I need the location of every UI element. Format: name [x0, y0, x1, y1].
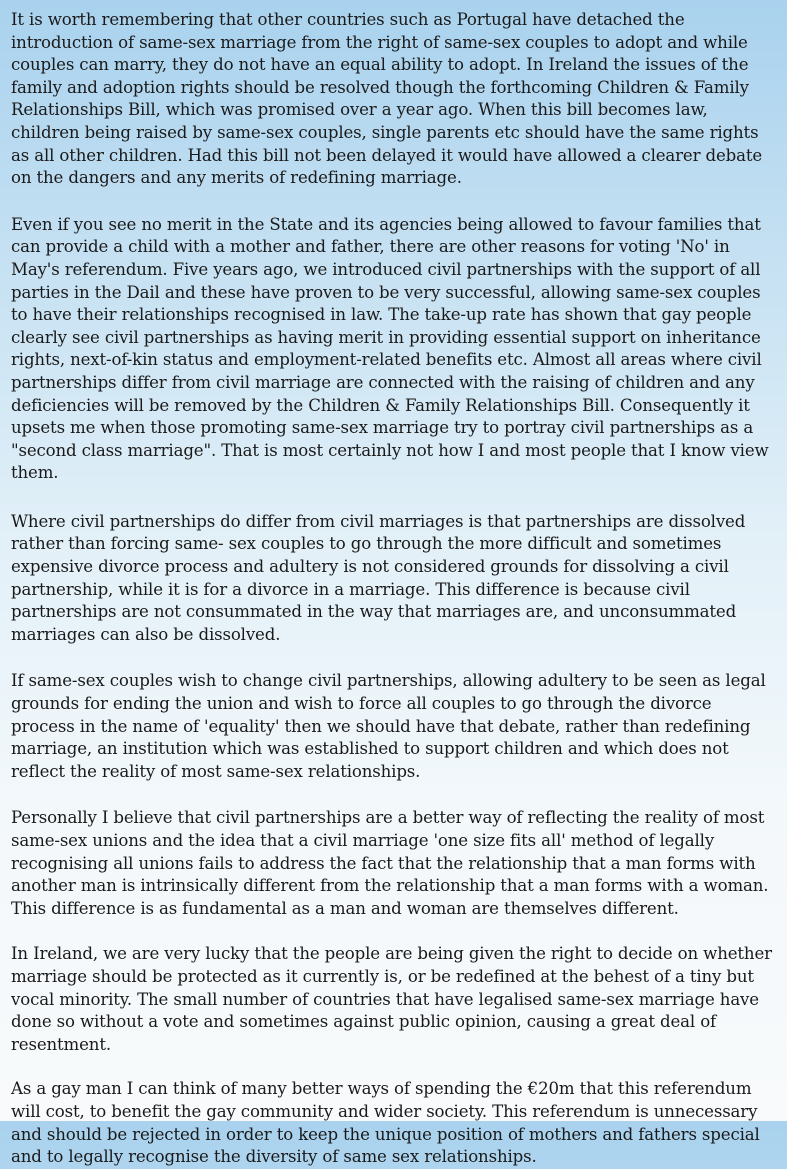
paragraph-ireland-vote: In Ireland, we are very lucky that the people are being given the right to decide on whether marriage should be protected as it currently is, or be redefined at the behest of a tiny but vocal minority. The small number of countries that have legalised same-sex marriage have done so without a vote and sometimes against public opinion, causing a great deal of resentment. — [11, 944, 772, 1054]
paragraph-change-partnerships: If same-sex couples wish to change civil partnerships, allowing adultery to be seen as legal grounds for ending the union and wish to force all couples to go through the divorce process in the name of 'equality' then we should have that debate, rather than redefining marriage, an institution which was established to support children and which does not reflect the reality of most same-sex relationships. — [11, 671, 766, 781]
paragraph-portugal-adoption: It is worth remembering that other countries such as Portugal have detached the introduction of same-sex marriage from the right of same-sex couples to adopt and while couples can marry, they do not have an equal ability to adopt. In Ireland the issues of the family and adoption rights should be resolved though the forthcoming Children & Family Relationships Bill, which was promised over a year ago. When this bill becomes law, children being raised by same-sex couples, single parents etc should have the same rights as all other children. Had this bill not been delayed it would have allowed a clearer debate on the dangers and any merits of redefining marriage. — [11, 10, 763, 188]
paragraph-referendum-cost: As a gay man I can think of many better ways of spending the €20m that this referendum will cost, to benefit the gay community and wider society. This referendum is unnecessary and should be rejected in order to keep the unique position of mothers and fathers special and to legally recognise the diversity of same sex relationships. — [11, 1079, 760, 1167]
paragraph-personal-belief: Personally I believe that civil partnerships are a better way of reflecting the reality of most same-sex unions and the idea that a civil marriage 'one size fits all' method of legally recognising all unions fails to address the fact that the relationship that a man forms with another man is intrinsically different from the relationship that a man forms with a woman. This difference is as fundamental as a man and woman are themselves different. — [11, 808, 769, 918]
paragraph-civil-partnerships: Even if you see no merit in the State and its agencies being allowed to favour families that can provide a child with a mother and father, there are other reasons for voting 'No' in May's referendum. Five years ago, we introduced civil partnerships with the support of all parties in the Dail and these have proven to be very successful, allowing same-sex couples to have their relationships recognised in law. The take-up rate has shown that gay people clearly see civil partnerships as having merit in providing essential support on inheritance rights, next-of-kin status and employment-related benefits etc. Almost all areas where civil partnerships differ from civil marriage are connected with the raising of children and any deficiencies will be removed by the Children & Family Relationships Bill. Consequently it upsets me when those promoting same-sex marriage try to portray civil partnerships as a "second class marriage". That is most certainly not how I and most people that I know view them. — [11, 214, 769, 483]
paragraph-dissolution-differences: Where civil partnerships do differ from civil marriages is that partnerships are dissolved rather than forcing same- sex couples to go through the more difficult and sometimes expensive divorce process and adultery is not considered grounds for dissolving a civil partnership, while it is for a divorce in a marriage. This difference is because civil partnerships are not consummated in the way that marriages are, and unconsummated marriages can also be dissolved. — [11, 511, 746, 644]
